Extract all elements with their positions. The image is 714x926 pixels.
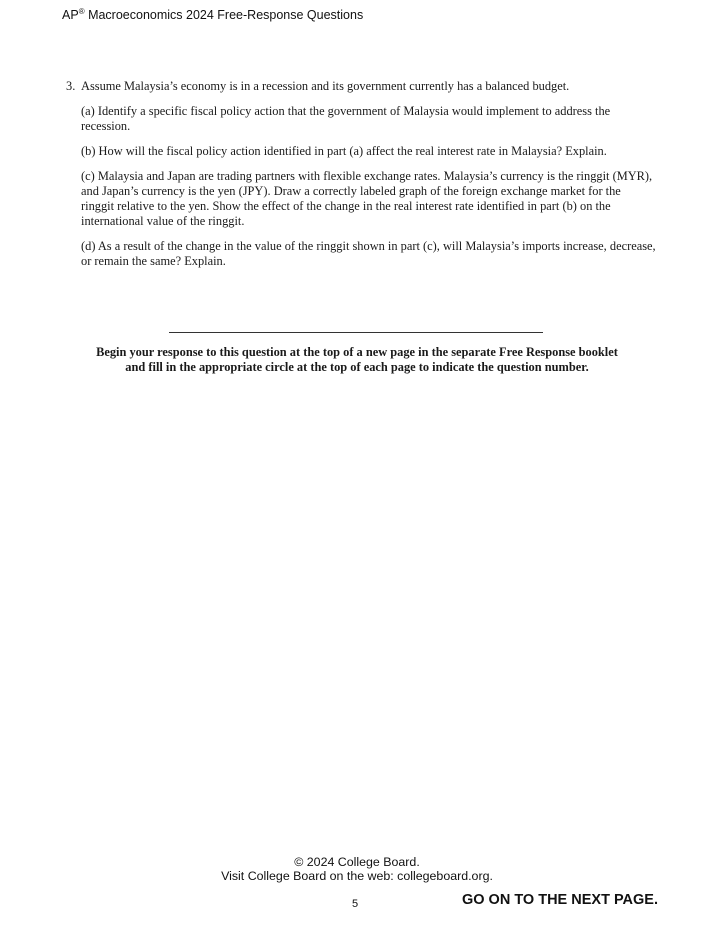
next-page-notice: GO ON TO THE NEXT PAGE.: [461, 892, 658, 908]
website-text: Visit College Board on the web: collegeboard.org.: [221, 869, 493, 883]
divider-line: [169, 332, 543, 333]
page-footer: [157, 855, 557, 883]
instructions-line-1: Begin your response to this question at the top of a new page in the separate Free Response booklet: [96, 345, 618, 359]
question-part-a: (a) Identify a specific fiscal policy action that the government of Malaysia would implement to address the recession.: [81, 104, 611, 133]
header-prefix: AP: [62, 8, 79, 22]
instructions-line-2: and fill in the appropriate circle at the top of each page to indicate the question number.: [125, 360, 589, 374]
question-stem-text: Assume Malaysia’s economy is in a recession and its government currently has a balanced budget.: [81, 79, 570, 93]
response-instructions: [50, 345, 664, 375]
question-stem: [66, 79, 656, 94]
question-number: 3.: [66, 79, 76, 93]
page-number: 5: [352, 898, 359, 910]
question-block: [66, 79, 656, 269]
copyright-text: © 2024 College Board.: [294, 855, 420, 869]
registered-mark: ®: [78, 6, 85, 16]
page-header: [62, 8, 363, 22]
header-title: Macroeconomics 2024 Free-Response Questions: [84, 8, 364, 22]
question-part-d: (d) As a result of the change in the value of the ringgit shown in part (c), will Malaysia’s imports increase, decrease, or remain the same? Explain.: [81, 239, 656, 268]
question-part-b: (b) How will the fiscal policy action identified in part (a) affect the real interest rate in Malaysia? Explain.: [81, 144, 607, 158]
question-part-c: (c) Malaysia and Japan are trading partners with flexible exchange rates. Malaysia’s currency is the ringgit (MYR), and Japan’s currency is the yen (JPY). Draw a correctly labeled graph of the foreign exchange market for the ringgit relative to the yen. Show the effect of the change in the real interest rate identified in part (b) on the international value of the ringgit.: [81, 169, 653, 228]
